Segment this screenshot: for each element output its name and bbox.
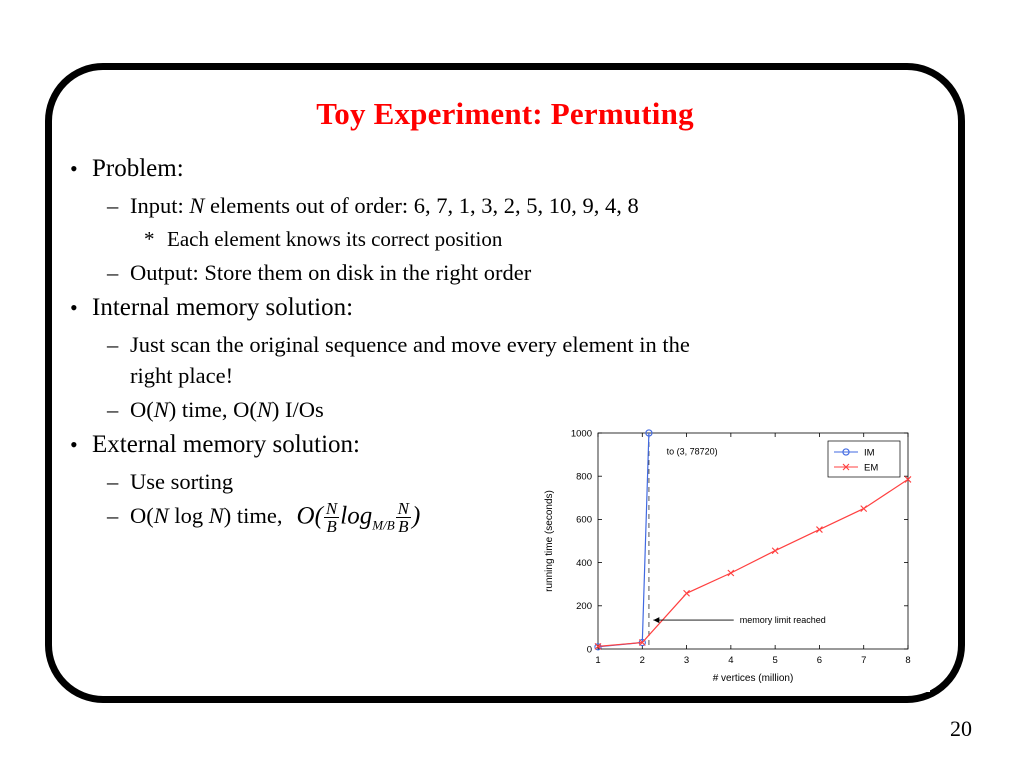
svg-text:1000: 1000 — [570, 428, 592, 440]
svg-text:8: 8 — [905, 655, 911, 666]
list-item-label: Internal memory solution: — [92, 294, 354, 321]
list-item — [62, 224, 702, 254]
running-time-chart — [536, 417, 930, 692]
bullet-marker: • — [70, 432, 78, 457]
bullet-marker: • — [70, 295, 78, 320]
list-item-label: Just scan the original sequence and move every element in the right place! — [130, 332, 690, 388]
svg-text:0: 0 — [586, 644, 592, 656]
svg-text:400: 400 — [576, 557, 592, 569]
svg-text:800: 800 — [576, 471, 592, 483]
dash-marker: – — [107, 260, 119, 285]
list-item — [62, 329, 702, 391]
list-item-label: O(N log N) time, — [130, 503, 283, 528]
list-item-label: Use sorting — [130, 469, 234, 494]
svg-text:3: 3 — [683, 655, 690, 666]
page-number: 20 — [950, 716, 972, 741]
list-item — [62, 152, 702, 186]
svg-text:memory limit reached: memory limit reached — [739, 615, 826, 626]
svg-text:200: 200 — [576, 601, 592, 613]
list-item-label: Problem: — [92, 155, 184, 182]
formula-log: log — [340, 502, 373, 530]
asterisk-marker: * — [144, 227, 155, 251]
dash-marker: – — [107, 503, 119, 528]
dash-marker: – — [107, 193, 119, 218]
bullet-marker: • — [70, 156, 78, 181]
list-item-label: External memory solution: — [92, 431, 361, 458]
svg-text:6: 6 — [816, 655, 823, 666]
list-item — [62, 190, 702, 221]
complexity-formula — [297, 500, 421, 541]
formula-close: ) — [411, 502, 421, 530]
dash-marker: – — [107, 469, 119, 494]
chart-svg — [536, 417, 930, 692]
list-item — [62, 291, 702, 325]
svg-text:600: 600 — [576, 514, 592, 526]
dash-marker: – — [107, 397, 119, 422]
list-item-label: O(N) time, O(N) I/Os — [130, 397, 324, 422]
svg-text:4: 4 — [728, 655, 734, 666]
svg-text:1: 1 — [595, 655, 601, 666]
svg-text:# vertices (million): # vertices (million) — [712, 673, 794, 684]
svg-text:running time (seconds): running time (seconds) — [544, 490, 555, 592]
svg-text:2: 2 — [639, 655, 645, 666]
list-item-label: Output: Store them on disk in the right order — [130, 260, 532, 285]
list-item-label: Input: N elements out of order: 6, 7, 1, 3, 2, 5, 10, 9, 4, 8 — [130, 193, 639, 218]
svg-text:7: 7 — [861, 655, 867, 666]
page-title: Toy Experiment: Permuting — [316, 96, 694, 131]
list-item — [62, 257, 702, 288]
dash-marker: – — [107, 332, 119, 357]
svg-text:EM: EM — [864, 462, 879, 474]
formula-fraction-n-over-b: $\frac{N}{B}$ — [325, 499, 338, 537]
svg-text:to (3, 78720): to (3, 78720) — [666, 446, 718, 457]
svg-text:5: 5 — [772, 655, 778, 666]
list-item-label: Each element knows its correct position — [167, 227, 503, 251]
formula-log-base: M/B — [372, 517, 395, 533]
svg-text:IM: IM — [864, 447, 875, 459]
formula-fraction-n-over-b-2: $\frac{N}{B}$ — [397, 499, 409, 537]
formula-open: O( — [296, 502, 323, 530]
